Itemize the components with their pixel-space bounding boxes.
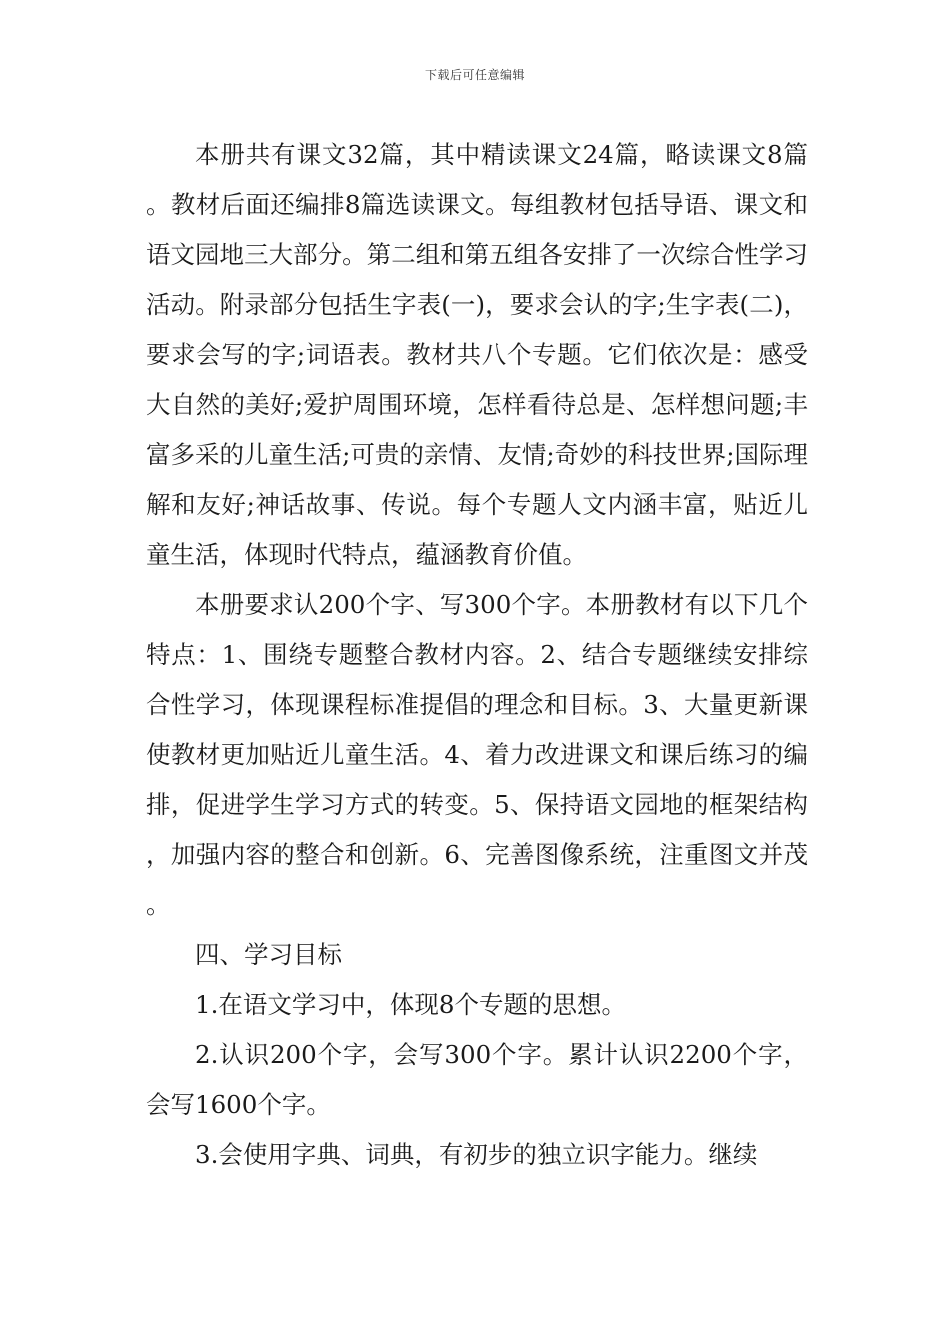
paragraph-textbook-overview: 本册共有课文32篇，其中精读课文24篇，略读课文8篇。教材后面还编排8篇选读课文。每组教材包括导语、课文和语文园地三大部分。第二组和第五组各安排了一次综合性学习活动。附录部分包括生字表(一)，要求会认的字;生字表(二)，要求会写的字;词语表。教材共八个专题。它们依次是：感受大自然的美好;爱护周围环境，怎样看待总是、怎样想问题;丰富多采的儿童生活;可贵的亲情、友情;奇妙的科技世界;国际理解和友好;神话故事、传说。每个专题人文内涵丰富，贴近儿童生活，体现时代特点，蕴涵教育价值。 (146, 140, 808, 569)
goal-item-1: 1.在语文学习中，体现8个专题的思想。 (195, 990, 626, 1019)
page-header-note: 下载后可任意编辑 (424, 68, 525, 82)
document-body (146, 130, 808, 1180)
section-heading-learning-goals: 四、学习目标 (195, 940, 342, 969)
goal-item-3: 3.会使用字典、词典，有初步的独立识字能力。继续 (195, 1140, 758, 1169)
goal-item-2: 2.认识200个字，会写300个字。累计认识2200个字，会写1600个字。 (146, 1040, 808, 1119)
paragraph-textbook-features: 本册要求认200个字、写300个字。本册教材有以下几个特点：1、围绕专题整合教材内容。2、结合专题继续安排综合性学习，体现课程标准提倡的理念和目标。3、大量更新课使教材更加贴近儿童生活。4、着力改进课文和课后练习的编排，促进学生学习方式的转变。5、保持语文园地的框架结构，加强内容的整合和创新。6、完善图像系统，注重图文并茂。 (146, 590, 808, 919)
